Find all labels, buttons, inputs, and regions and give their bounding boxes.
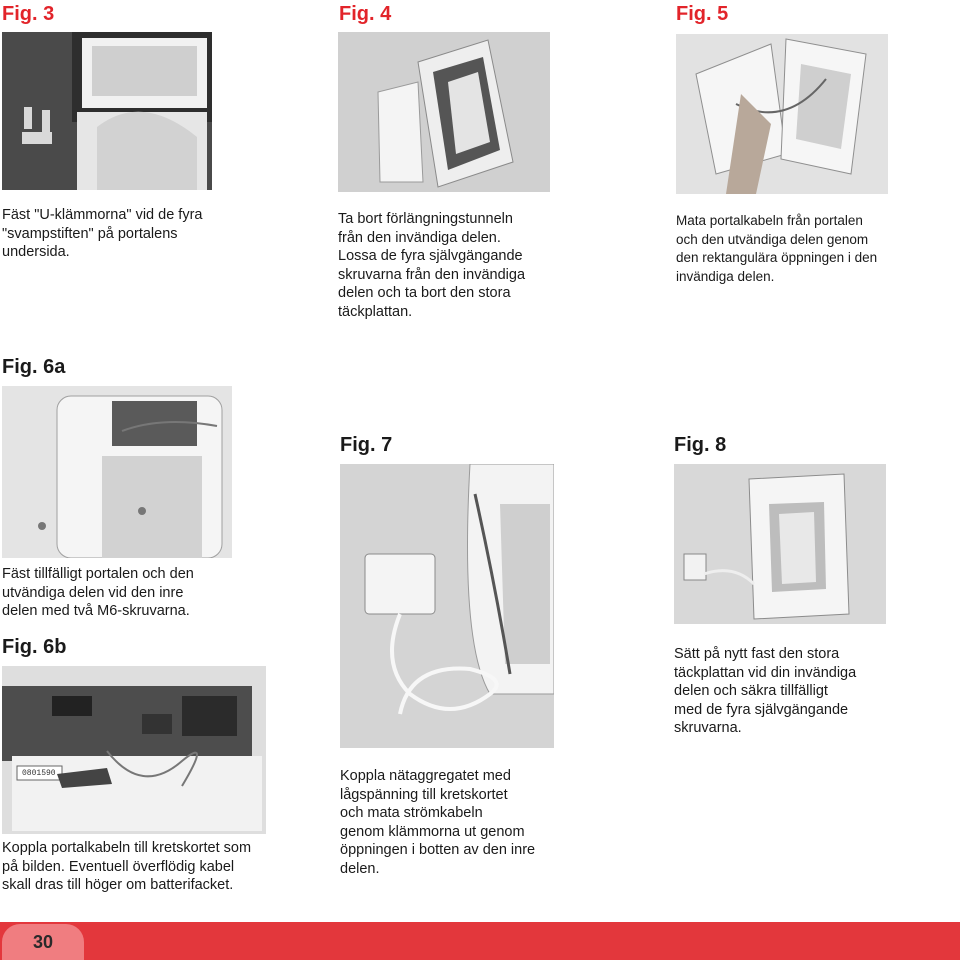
fig4-label: Fig. 4 [339,3,392,25]
fig6b-caption: Koppla portalkabeln till kretskortet som på bilden. Eventuell överflödig kabel skall dras till höger om batterifacket. [2,840,252,893]
fig7-label: Fig. 7 [340,434,393,456]
fig7-caption: Koppla nätaggregatet med lågspänning till kretskortet och mata strömkabeln genom klämmorna ut genom öppningen i botten av den inre delen. [340,768,536,877]
fig8-label: Fig. 8 [674,434,727,456]
fig3-label: Fig. 3 [2,3,55,25]
fig6b-label: Fig. 6b [2,636,67,658]
fig7-photo [340,464,554,748]
fig6a-photo [2,386,232,558]
fig8-photo-illustration [674,464,886,624]
fig8-caption: Sätt på nytt fast den stora täckplattan vid din invändiga delen och säkra tillfälligt med de fyra självgängande skruvarna. [674,646,857,736]
fig3-photo-illustration [2,32,212,190]
fig6a-label: Fig. 6a [2,356,66,378]
fig6a-photo-illustration [2,386,232,558]
fig8-photo [674,464,886,624]
fig5-caption: Mata portalkabeln från portalen och den utvändiga delen genom den rektangulära öppningen i den invändiga delen. [676,213,878,284]
fig5-label: Fig. 5 [676,3,729,25]
footer-bar [0,922,960,960]
fig3-caption: Fäst "U-klämmorna" vid de fyra "svampstiften" på portalens undersida. [2,207,203,260]
fig6b-photo [2,666,266,834]
fig3-photo [2,32,212,190]
fig4-photo [338,32,550,192]
fig6a-caption: Fäst tillfälligt portalen och den utvändiga delen vid den inre delen med två M6-skruvarna. [2,566,194,619]
fig5-photo [676,34,888,194]
page-number: 30 [32,932,54,952]
fig5-photo-illustration [676,34,888,194]
fig7-photo-illustration [340,464,554,748]
fig4-photo-illustration [338,32,550,192]
barcode-number: 0801590 [22,769,56,778]
fig4-caption: Ta bort förlängningstunneln från den invändiga delen. Lossa de fyra självgängande skruvarna från den invändiga delen och ta bort den stora täckplattan. [338,211,526,320]
fig6b-photo-illustration [2,666,266,834]
